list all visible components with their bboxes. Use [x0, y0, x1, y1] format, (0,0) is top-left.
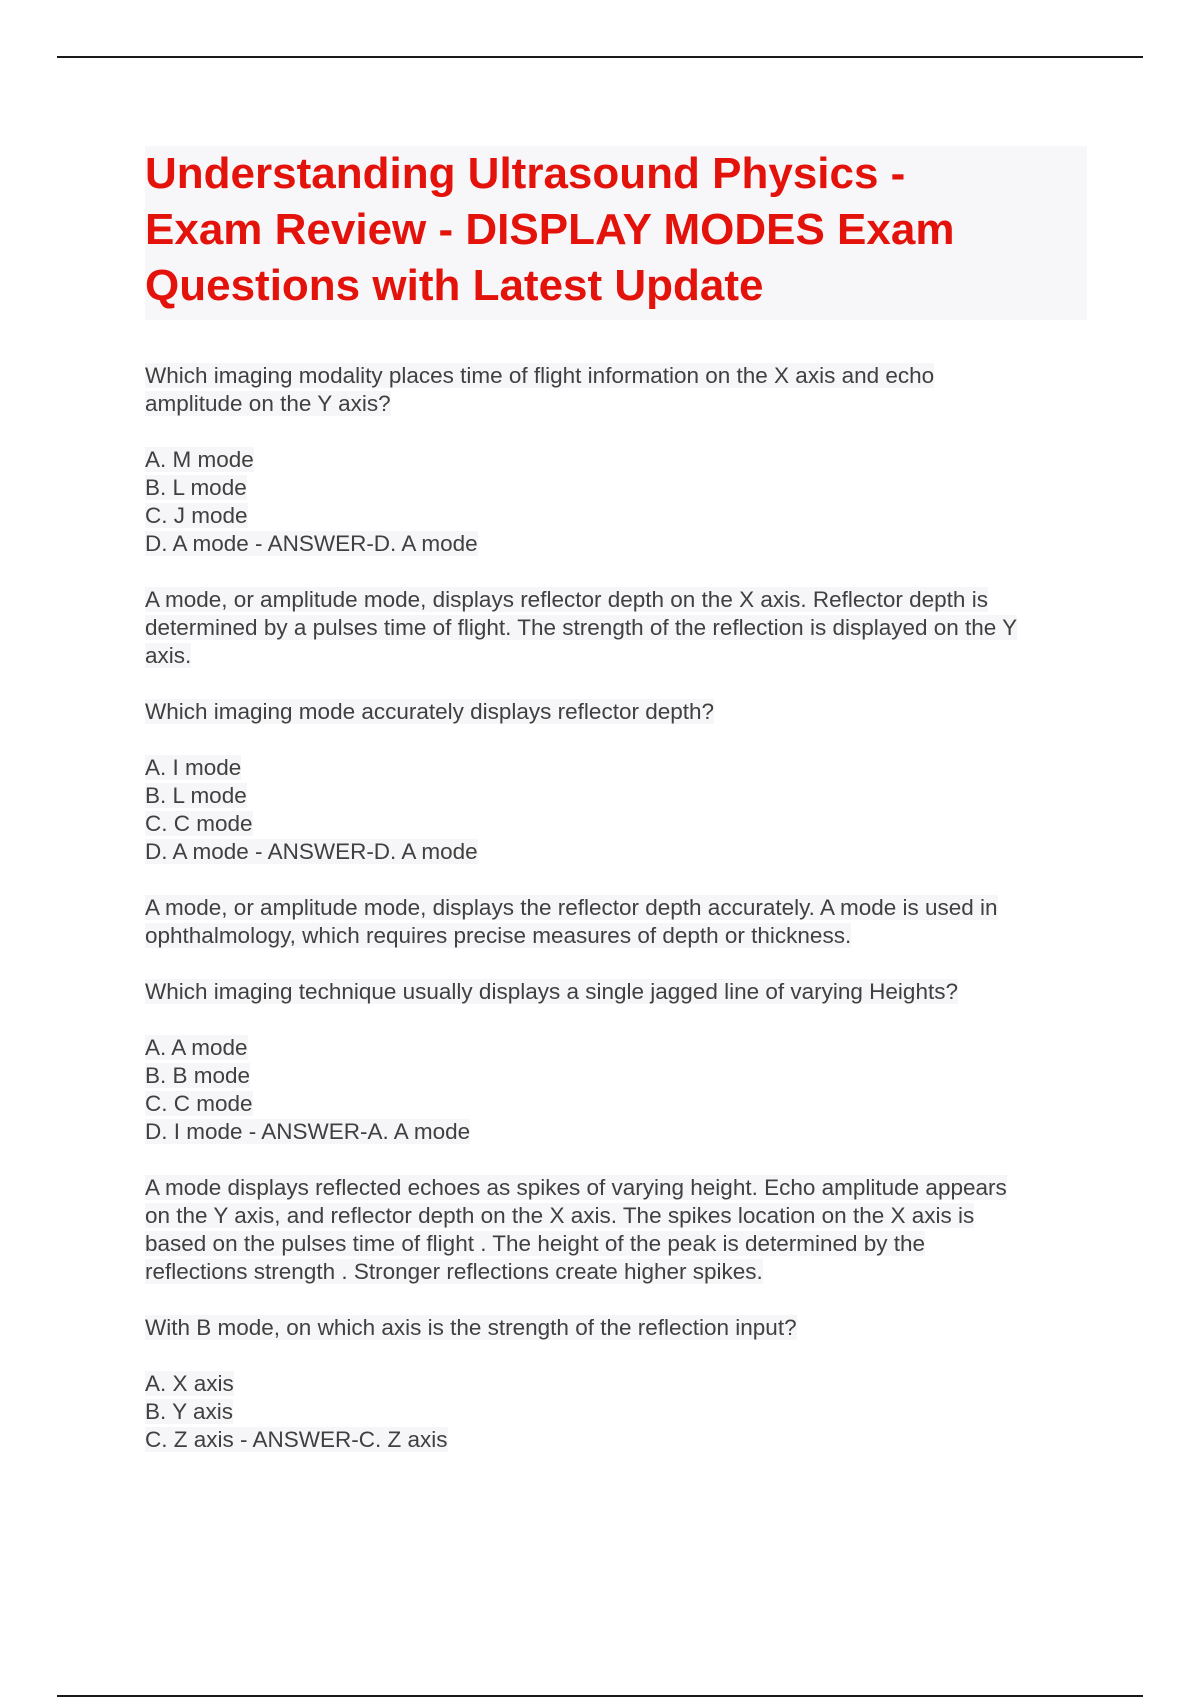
option-answer: D. A mode - ANSWER-D. A mode [145, 531, 478, 556]
option: A. I mode [145, 755, 242, 780]
option: A. A mode [145, 1035, 248, 1060]
options-2 [145, 754, 1087, 866]
question-3: Which imaging technique usually displays a single jagged line of varying Heights? [145, 979, 958, 1004]
explanation-3: A mode displays reflected echoes as spikes of varying height. Echo amplitude appears on the Y axis, and reflector depth on the X axis. The spikes location on the X axis is based on the pulses time of flight . The height of the peak is determined by the reflections strength . Stronger reflections create higher spikes. [145, 1175, 1007, 1284]
option: C. C mode [145, 1091, 253, 1116]
option-answer: C. Z axis - ANSWER-C. Z axis [145, 1427, 448, 1452]
option: A. X axis [145, 1371, 234, 1396]
option: B. B mode [145, 1063, 251, 1088]
question-4: With B mode, on which axis is the strength of the reflection input? [145, 1315, 797, 1340]
bottom-rule [57, 1695, 1143, 1697]
option: A. M mode [145, 447, 254, 472]
option: C. J mode [145, 503, 248, 528]
option-answer: D. I mode - ANSWER-A. A mode [145, 1119, 471, 1144]
option: B. L mode [145, 783, 247, 808]
question-2: Which imaging mode accurately displays reflector depth? [145, 699, 715, 724]
explanation-2: A mode, or amplitude mode, displays the reflector depth accurately. A mode is used in ophthalmology, which requires precise measures of depth or thickness. [145, 895, 998, 948]
option-answer: D. A mode - ANSWER-D. A mode [145, 839, 478, 864]
document-body [145, 146, 1087, 1482]
title-block [145, 146, 1087, 320]
title-line: Questions with Latest Update [145, 261, 764, 310]
question-1: Which imaging modality places time of flight information on the X axis and echo amplitude on the Y axis? [145, 363, 935, 416]
title-line: Exam Review - DISPLAY MODES Exam [145, 205, 955, 254]
top-rule [57, 56, 1143, 58]
option: C. C mode [145, 811, 253, 836]
options-1 [145, 446, 1087, 558]
option: B. L mode [145, 475, 247, 500]
option: B. Y axis [145, 1399, 233, 1424]
explanation-1: A mode, or amplitude mode, displays reflector depth on the X axis. Reflector depth is determined by a pulses time of flight. The strength of the reflection is displayed on the Y axis. [145, 587, 1018, 668]
title-line: Understanding Ultrasound Physics - [145, 149, 906, 198]
options-3 [145, 1034, 1087, 1146]
options-4 [145, 1370, 1087, 1454]
document-title [145, 146, 1087, 314]
